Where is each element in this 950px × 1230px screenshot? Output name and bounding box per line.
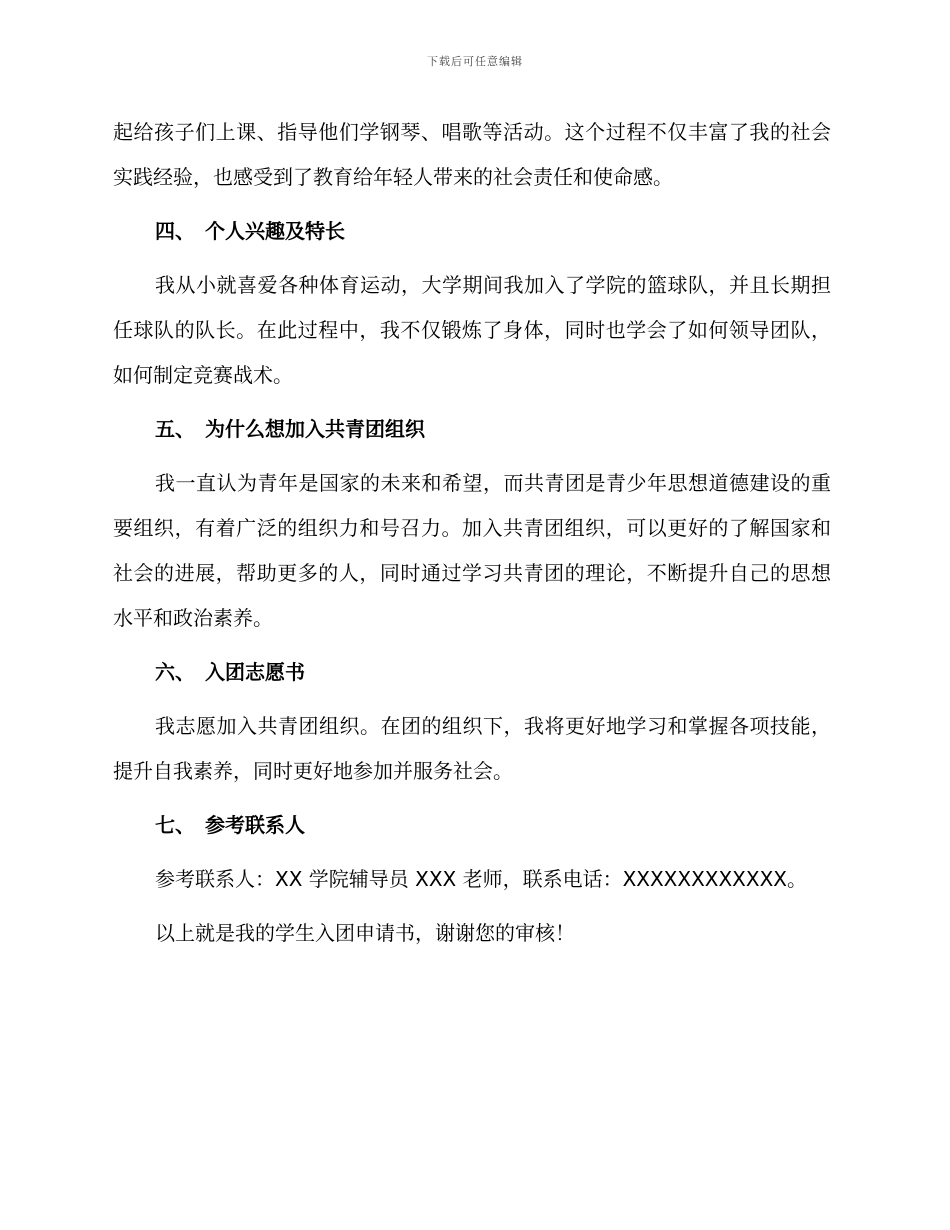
section-number: 五、	[155, 417, 195, 441]
section-heading-6	[113, 650, 831, 695]
section-heading-5	[113, 407, 831, 452]
section-paragraph-7: 参考联系人：XX 学院辅导员 XXX 老师，联系电话：XXXXXXXXXXXX。	[155, 867, 807, 891]
intro-paragraph: 起给孩子们上课、指导他们学钢琴、唱歌等活动。这个过程不仅丰富了我的社会实践经验，也感受到了教育给年轻人带来的社会责任和使命感。	[113, 120, 831, 189]
section-paragraph-4: 我从小就喜爱各种体育运动，大学期间我加入了学院的篮球队，并且长期担任球队的队长。在此过程中，我不仅锻炼了身体，同时也学会了如何领导团队，如何制定竞赛战术。	[113, 273, 831, 387]
document-body	[113, 110, 831, 956]
section-title: 入团志愿书	[205, 660, 305, 684]
closing-paragraph: 以上就是我的学生入团申请书，谢谢您的审核！	[155, 921, 575, 945]
section-number: 七、	[155, 813, 195, 837]
section-heading-7	[113, 803, 831, 848]
section-heading-4	[113, 209, 831, 254]
section-title: 个人兴趣及特长	[205, 219, 345, 243]
section-title: 参考联系人	[205, 813, 305, 837]
page-header: 下载后可任意编辑	[427, 55, 523, 68]
section-paragraph-6: 我志愿加入共青团组织。在团的组织下，我将更好地学习和掌握各项技能，提升自我素养，同时更好地参加并服务社会。	[113, 714, 831, 783]
section-number: 四、	[155, 219, 195, 243]
section-number: 六、	[155, 660, 195, 684]
section-title: 为什么想加入共青团组织	[205, 417, 425, 441]
section-paragraph-5: 我一直认为青年是国家的未来和希望，而共青团是青少年思想道德建设的重要组织，有着广泛的组织力和号召力。加入共青团组织，可以更好的了解国家和社会的进展，帮助更多的人，同时通过学习共青团的理论，不断提升自己的思想水平和政治素养。	[113, 471, 831, 630]
